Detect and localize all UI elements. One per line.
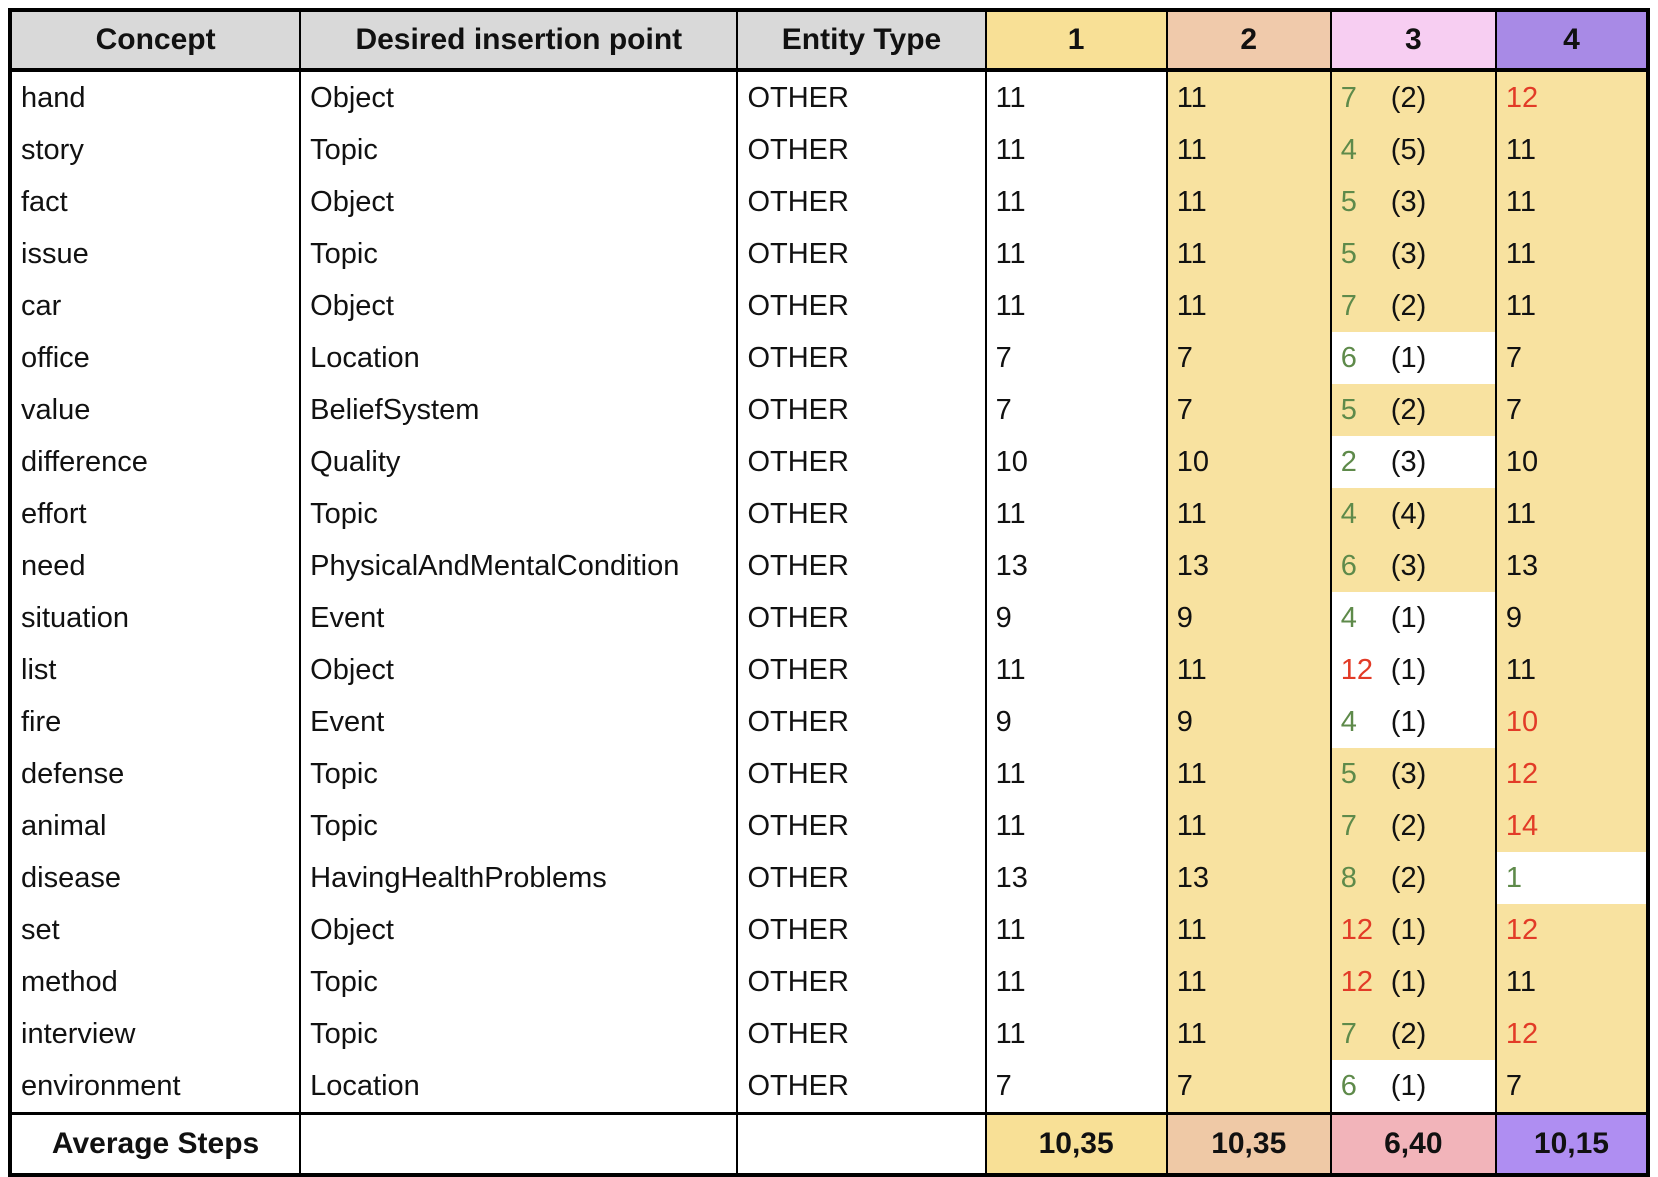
concept-cell: car: [10, 280, 300, 332]
step2-cell: 9: [1167, 592, 1331, 644]
step2-cell: 11: [1167, 800, 1331, 852]
entity-type-cell: OTHER: [737, 904, 985, 956]
concept-cell: environment: [10, 1060, 300, 1114]
entity-type-cell: OTHER: [737, 124, 985, 176]
step3-cell: [1331, 124, 1496, 176]
step4-cell: [1496, 592, 1648, 644]
insertion-point-cell: HavingHealthProblems: [300, 852, 737, 904]
step3-paren-value: (3): [1390, 237, 1427, 270]
step3-paren-value: (5): [1390, 133, 1427, 166]
table-row: [10, 644, 1648, 696]
table-row: [10, 1060, 1648, 1114]
insertion-point-cell: Object: [300, 176, 737, 228]
concept-cell: fact: [10, 176, 300, 228]
insertion-point-cell: Quality: [300, 436, 737, 488]
step3-value: 6: [1340, 1069, 1357, 1102]
step4-value: 7: [1505, 341, 1523, 374]
step3-paren-value: (1): [1390, 965, 1427, 998]
table-row: [10, 384, 1648, 436]
step3-paren-value: (1): [1390, 601, 1427, 634]
step3-value: 7: [1340, 1017, 1357, 1050]
step4-value: 9: [1505, 601, 1523, 634]
step4-cell: [1496, 332, 1648, 384]
table-row: [10, 904, 1648, 956]
concept-cell: situation: [10, 592, 300, 644]
step4-value: 10: [1505, 705, 1539, 738]
step2-cell: 11: [1167, 644, 1331, 696]
step4-cell: [1496, 644, 1648, 696]
step3-value: 5: [1340, 393, 1357, 426]
step1-cell: 9: [986, 696, 1167, 748]
step4-cell: [1496, 384, 1648, 436]
header-insertion-point: Desired insertion point: [300, 10, 737, 70]
table-footer: [10, 1114, 1648, 1176]
table-row: [10, 592, 1648, 644]
step4-cell: [1496, 696, 1648, 748]
step3-paren-value: (2): [1390, 393, 1427, 426]
step3-value: 7: [1340, 809, 1357, 842]
table-row: [10, 488, 1648, 540]
table-row: [10, 800, 1648, 852]
insertion-point-cell: Object: [300, 280, 737, 332]
step4-cell: [1496, 176, 1648, 228]
step1-cell: 11: [986, 124, 1167, 176]
footer-row: [10, 1114, 1648, 1176]
step3-cell: [1331, 1008, 1496, 1060]
step3-value: 6: [1340, 549, 1357, 582]
step3-value: 8: [1340, 861, 1357, 894]
entity-type-cell: OTHER: [737, 800, 985, 852]
step4-value: 11: [1505, 497, 1536, 530]
step3-cell: [1331, 332, 1496, 384]
insertion-point-cell: PhysicalAndMentalCondition: [300, 540, 737, 592]
step4-value: 14: [1505, 809, 1539, 842]
entity-type-cell: OTHER: [737, 436, 985, 488]
step1-cell: 11: [986, 644, 1167, 696]
step3-paren-value: (3): [1390, 445, 1427, 478]
step4-value: 10: [1505, 445, 1539, 478]
step4-value: 12: [1505, 757, 1539, 790]
step1-cell: 11: [986, 748, 1167, 800]
step3-cell: [1331, 384, 1496, 436]
table-row: [10, 70, 1648, 124]
step1-cell: 11: [986, 488, 1167, 540]
step3-value: 4: [1340, 133, 1357, 166]
concept-cell: defense: [10, 748, 300, 800]
insertion-point-cell: Object: [300, 70, 737, 124]
step3-value: 12: [1340, 913, 1374, 946]
footer-average-step-3: 6,40: [1331, 1114, 1496, 1176]
footer-average-steps-label: Average Steps: [10, 1114, 300, 1176]
step4-cell: [1496, 956, 1648, 1008]
step3-cell: [1331, 280, 1496, 332]
concept-cell: hand: [10, 70, 300, 124]
step3-cell: [1331, 1060, 1496, 1114]
step3-paren-value: (2): [1390, 809, 1427, 842]
step3-cell: [1331, 904, 1496, 956]
insertion-point-cell: Location: [300, 1060, 737, 1114]
step1-cell: 11: [986, 70, 1167, 124]
footer-average-step-2: 10,35: [1167, 1114, 1331, 1176]
step3-paren-value: (2): [1390, 81, 1427, 114]
step2-cell: 7: [1167, 332, 1331, 384]
step4-value: 12: [1505, 81, 1539, 114]
entity-type-cell: OTHER: [737, 852, 985, 904]
step4-cell: [1496, 124, 1648, 176]
header-entity-type: Entity Type: [737, 10, 985, 70]
concept-cell: office: [10, 332, 300, 384]
step2-cell: 11: [1167, 124, 1331, 176]
step2-cell: 11: [1167, 956, 1331, 1008]
step3-paren-value: (1): [1390, 341, 1427, 374]
step2-cell: 11: [1167, 70, 1331, 124]
step4-value: 11: [1505, 653, 1536, 686]
step2-cell: 11: [1167, 488, 1331, 540]
insertion-point-cell: BeliefSystem: [300, 384, 737, 436]
step2-cell: 9: [1167, 696, 1331, 748]
concept-cell: issue: [10, 228, 300, 280]
step1-cell: 11: [986, 1008, 1167, 1060]
entity-type-cell: OTHER: [737, 280, 985, 332]
step3-value: 12: [1340, 653, 1374, 686]
step1-cell: 11: [986, 280, 1167, 332]
concept-cell: animal: [10, 800, 300, 852]
footer-empty-cell: [737, 1114, 985, 1176]
step3-paren-value: (2): [1390, 1017, 1427, 1050]
step3-paren-value: (1): [1390, 705, 1427, 738]
footer-average-step-4: 10,15: [1496, 1114, 1648, 1176]
insertion-point-cell: Object: [300, 904, 737, 956]
table-row: [10, 748, 1648, 800]
entity-type-cell: OTHER: [737, 540, 985, 592]
step4-cell: [1496, 436, 1648, 488]
step2-cell: 11: [1167, 748, 1331, 800]
step1-cell: 11: [986, 228, 1167, 280]
table-row: [10, 228, 1648, 280]
step1-cell: 13: [986, 540, 1167, 592]
step3-value: 12: [1340, 965, 1374, 998]
insertion-point-cell: Topic: [300, 488, 737, 540]
table-row: [10, 956, 1648, 1008]
step4-value: 13: [1505, 549, 1539, 582]
step3-cell: [1331, 956, 1496, 1008]
table-row: [10, 176, 1648, 228]
step4-cell: [1496, 800, 1648, 852]
step2-cell: 7: [1167, 384, 1331, 436]
footer-empty-cell: [300, 1114, 737, 1176]
step3-paren-value: (3): [1390, 185, 1427, 218]
step4-cell: [1496, 280, 1648, 332]
step3-cell: [1331, 696, 1496, 748]
step3-paren-value: (4): [1390, 497, 1427, 530]
step3-cell: [1331, 436, 1496, 488]
header-step-4: 4: [1496, 10, 1648, 70]
step4-value: 11: [1505, 289, 1536, 322]
concept-cell: set: [10, 904, 300, 956]
table-body: [10, 70, 1648, 1114]
entity-type-cell: OTHER: [737, 696, 985, 748]
step2-cell: 11: [1167, 176, 1331, 228]
step3-cell: [1331, 70, 1496, 124]
header-concept: Concept: [10, 10, 300, 70]
step1-cell: 11: [986, 800, 1167, 852]
table-row: [10, 436, 1648, 488]
concept-cell: difference: [10, 436, 300, 488]
entity-type-cell: OTHER: [737, 70, 985, 124]
insertion-point-cell: Location: [300, 332, 737, 384]
step2-cell: 11: [1167, 904, 1331, 956]
step3-cell: [1331, 540, 1496, 592]
concept-cell: story: [10, 124, 300, 176]
concept-cell: fire: [10, 696, 300, 748]
step1-cell: 13: [986, 852, 1167, 904]
entity-type-cell: OTHER: [737, 644, 985, 696]
step4-value: 1: [1505, 861, 1523, 894]
step2-cell: 13: [1167, 852, 1331, 904]
step4-value: 7: [1505, 393, 1523, 426]
step4-cell: [1496, 228, 1648, 280]
step3-paren-value: (1): [1390, 913, 1427, 946]
step4-value: 7: [1505, 1069, 1523, 1102]
header-step-1: 1: [986, 10, 1167, 70]
step3-paren-value: (1): [1390, 653, 1427, 686]
step2-cell: 11: [1167, 228, 1331, 280]
insertion-point-cell: Topic: [300, 800, 737, 852]
step3-cell: [1331, 852, 1496, 904]
step2-cell: 11: [1167, 280, 1331, 332]
step2-cell: 7: [1167, 1060, 1331, 1114]
step1-cell: 11: [986, 904, 1167, 956]
step3-value: 4: [1340, 705, 1357, 738]
insertion-point-cell: Object: [300, 644, 737, 696]
step3-value: 6: [1340, 341, 1357, 374]
entity-type-cell: OTHER: [737, 1060, 985, 1114]
concept-steps-table: [8, 8, 1650, 1177]
step4-value: 12: [1505, 1017, 1539, 1050]
step3-value: 2: [1340, 445, 1357, 478]
concept-cell: list: [10, 644, 300, 696]
table-row: [10, 696, 1648, 748]
insertion-point-cell: Topic: [300, 228, 737, 280]
entity-type-cell: OTHER: [737, 176, 985, 228]
footer-average-step-1: 10,35: [986, 1114, 1167, 1176]
step4-value: 11: [1505, 237, 1536, 270]
table-row: [10, 332, 1648, 384]
insertion-point-cell: Event: [300, 696, 737, 748]
step4-cell: [1496, 1008, 1648, 1060]
entity-type-cell: OTHER: [737, 1008, 985, 1060]
step4-cell: [1496, 488, 1648, 540]
entity-type-cell: OTHER: [737, 228, 985, 280]
concept-cell: method: [10, 956, 300, 1008]
insertion-point-cell: Topic: [300, 1008, 737, 1060]
step4-value: 11: [1505, 965, 1536, 998]
header-step-2: 2: [1167, 10, 1331, 70]
step3-paren-value: (3): [1390, 549, 1427, 582]
step3-cell: [1331, 644, 1496, 696]
step1-cell: 11: [986, 176, 1167, 228]
step1-cell: 7: [986, 1060, 1167, 1114]
step3-value: 5: [1340, 237, 1357, 270]
step3-value: 4: [1340, 497, 1357, 530]
step3-paren-value: (1): [1390, 1069, 1427, 1102]
table-row: [10, 852, 1648, 904]
step3-value: 5: [1340, 185, 1357, 218]
concept-cell: interview: [10, 1008, 300, 1060]
concept-cell: value: [10, 384, 300, 436]
step4-cell: [1496, 540, 1648, 592]
step3-paren-value: (2): [1390, 289, 1427, 322]
step4-value: 11: [1505, 185, 1536, 218]
table-header: [10, 10, 1648, 70]
step4-cell: [1496, 70, 1648, 124]
header-row: [10, 10, 1648, 70]
entity-type-cell: OTHER: [737, 488, 985, 540]
step3-cell: [1331, 748, 1496, 800]
entity-type-cell: OTHER: [737, 748, 985, 800]
concept-cell: effort: [10, 488, 300, 540]
insertion-point-cell: Topic: [300, 124, 737, 176]
step3-cell: [1331, 228, 1496, 280]
insertion-point-cell: Topic: [300, 748, 737, 800]
step4-cell: [1496, 748, 1648, 800]
insertion-point-cell: Topic: [300, 956, 737, 1008]
insertion-point-cell: Event: [300, 592, 737, 644]
step2-cell: 11: [1167, 1008, 1331, 1060]
table-row: [10, 1008, 1648, 1060]
step3-paren-value: (3): [1390, 757, 1427, 790]
entity-type-cell: OTHER: [737, 332, 985, 384]
entity-type-cell: OTHER: [737, 956, 985, 1008]
step1-cell: 9: [986, 592, 1167, 644]
step3-value: 7: [1340, 81, 1357, 114]
step4-value: 11: [1505, 133, 1536, 166]
step3-value: 4: [1340, 601, 1357, 634]
step2-cell: 10: [1167, 436, 1331, 488]
step3-value: 5: [1340, 757, 1357, 790]
step3-cell: [1331, 176, 1496, 228]
step2-cell: 13: [1167, 540, 1331, 592]
step4-cell: [1496, 852, 1648, 904]
step4-cell: [1496, 1060, 1648, 1114]
step3-cell: [1331, 488, 1496, 540]
step3-cell: [1331, 800, 1496, 852]
step4-cell: [1496, 904, 1648, 956]
step3-cell: [1331, 592, 1496, 644]
step3-paren-value: (2): [1390, 861, 1427, 894]
step3-value: 7: [1340, 289, 1357, 322]
step1-cell: 7: [986, 384, 1167, 436]
concept-cell: disease: [10, 852, 300, 904]
entity-type-cell: OTHER: [737, 592, 985, 644]
table-row: [10, 124, 1648, 176]
entity-type-cell: OTHER: [737, 384, 985, 436]
concept-cell: need: [10, 540, 300, 592]
header-step-3: 3: [1331, 10, 1496, 70]
table-row: [10, 280, 1648, 332]
step1-cell: 11: [986, 956, 1167, 1008]
table-row: [10, 540, 1648, 592]
step1-cell: 7: [986, 332, 1167, 384]
step1-cell: 10: [986, 436, 1167, 488]
step4-value: 12: [1505, 913, 1539, 946]
